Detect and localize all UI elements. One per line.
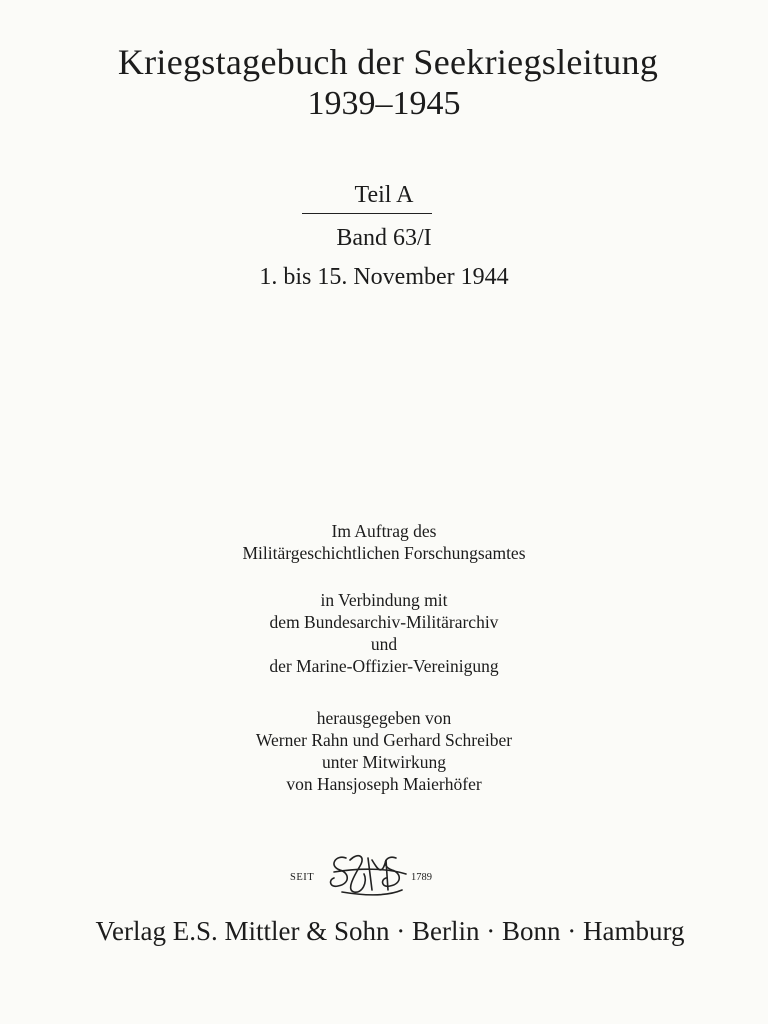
editors-line: von Hansjoseph Maierhöfer bbox=[286, 774, 482, 794]
volume-period: 1. bis 15. November 1944 bbox=[259, 264, 509, 290]
logo-year: 1789 bbox=[411, 872, 432, 883]
book-title: Kriegstagebuch der Seekriegsleitung bbox=[117, 42, 659, 82]
logo-since-label: SEIT bbox=[290, 872, 315, 883]
part-label: Teil A bbox=[354, 182, 414, 208]
commission-block bbox=[0, 520, 768, 564]
editors-block bbox=[0, 707, 768, 795]
cooperation-line: dem Bundesarchiv-Militärarchiv bbox=[269, 612, 499, 632]
editors-line: unter Mitwirkung bbox=[322, 752, 446, 772]
book-years: 1939–1945 bbox=[307, 85, 461, 122]
cooperation-line: in Verbindung mit bbox=[320, 590, 448, 610]
divider bbox=[302, 213, 432, 214]
cooperation-line: und bbox=[370, 634, 398, 654]
volume-number: Band 63/I bbox=[336, 225, 432, 251]
cooperation-block bbox=[0, 589, 768, 677]
cooperation-line: der Marine-Offizier-Vereinigung bbox=[269, 656, 499, 676]
publisher-imprint: Verlag E.S. Mittler & Sohn · Berlin · Bonn · Hamburg bbox=[95, 916, 685, 946]
commission-line: Im Auftrag des bbox=[331, 521, 437, 541]
commission-line: Militärgeschichtlichen Forschungsamtes bbox=[242, 543, 526, 563]
editors-line: Werner Rahn und Gerhard Schreiber bbox=[255, 730, 513, 750]
editors-line: herausgegeben von bbox=[316, 708, 452, 728]
